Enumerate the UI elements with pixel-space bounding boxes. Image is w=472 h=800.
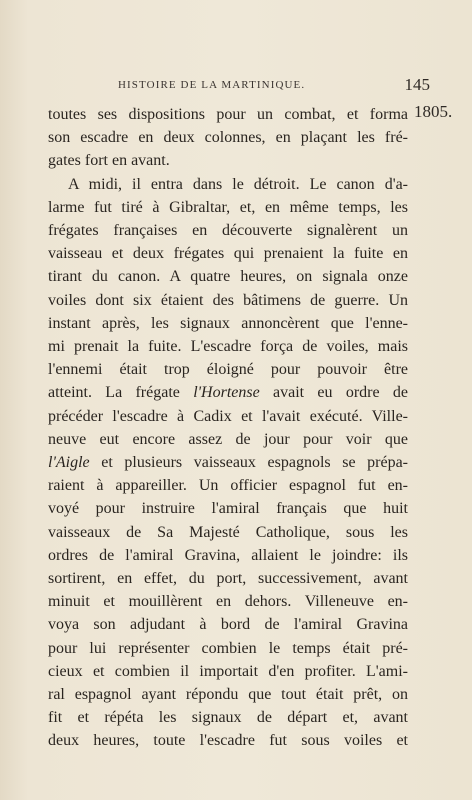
text-fragment: atteint. La frégate: [48, 384, 194, 402]
text-line: frégates françaises en découverte signalèrent un: [48, 222, 408, 240]
text-line: voyé pour instruire l'amiral français que huit: [48, 500, 408, 518]
text-line: son escadre en deux colonnes, en plaçant les fré-: [48, 129, 408, 147]
text-fragment: et plusieurs vaisseaux espagnols se prépa-: [89, 454, 408, 472]
ship-name: l'Aigle: [48, 454, 90, 472]
text-line: tirant du canon. A quatre heures, on signala onze: [48, 268, 408, 286]
text-line: neuve eut encore assez de jour pour voir que: [48, 430, 408, 448]
body-text: [48, 103, 408, 753]
text-line: vaisseaux de Sa Majesté Catholique, sous les: [48, 523, 408, 541]
ship-name: l'Hortense: [193, 384, 260, 402]
text-line: gates fort en avant.: [48, 152, 170, 170]
text-line: voya son adjudant à bord de l'amiral Gravina: [48, 616, 408, 634]
text-line: [48, 451, 408, 474]
text-line: voiles dont six étaient des bâtimens de guerre. Un: [48, 291, 408, 309]
text-line: précéder l'escadre à Cadix et l'avait exécuté. Ville-: [48, 407, 408, 425]
text-line: cieux et combien il importait d'en profiter. L'ami-: [48, 662, 408, 680]
text-line: fit et répéta les signaux de départ et, avant: [48, 709, 408, 727]
text-line: ral espagnol ayant répondu que tout était prêt, on: [48, 686, 408, 704]
text-line: deux heures, toute l'escadre fut sous voiles et: [48, 732, 408, 750]
text-line: toutes ses dispositions pour un combat, et forma: [48, 106, 408, 123]
text-line: sortirent, en effet, du port, successivement, avant: [48, 570, 408, 588]
text-line: minuit et mouillèrent en dehors. Villeneuve en-: [48, 593, 408, 611]
text-line: larme fut tiré à Gibraltar, et, en même temps, les: [48, 198, 408, 216]
text-line: instant après, les signaux annoncèrent que l'enne-: [48, 314, 408, 332]
text-line: [48, 381, 408, 404]
page-number: 145: [404, 75, 430, 94]
text-line: pour lui représenter combien le temps était pré-: [48, 639, 408, 657]
running-title: HISTOIRE DE LA MARTINIQUE.: [118, 79, 306, 91]
margin-year-note: 1805.: [414, 102, 453, 121]
text-fragment: avait eu ordre de: [259, 384, 408, 402]
text-line: vaisseau et deux frégates qui prenaient la fuite en: [48, 245, 408, 263]
text-line: raient à appareiller. Un officier espagnol fut en-: [48, 477, 408, 495]
page-header: [118, 75, 430, 95]
text-line: A midi, il entra dans le détroit. Le canon d'a-: [68, 175, 408, 193]
text-line: mi prenait la fuite. L'escadre força de voiles, mais: [48, 338, 408, 356]
text-line: l'ennemi était trop éloigné pour pouvoir être: [48, 361, 408, 379]
text-line: ordres de l'amiral Gravina, allaient le joindre: ils: [48, 546, 408, 564]
